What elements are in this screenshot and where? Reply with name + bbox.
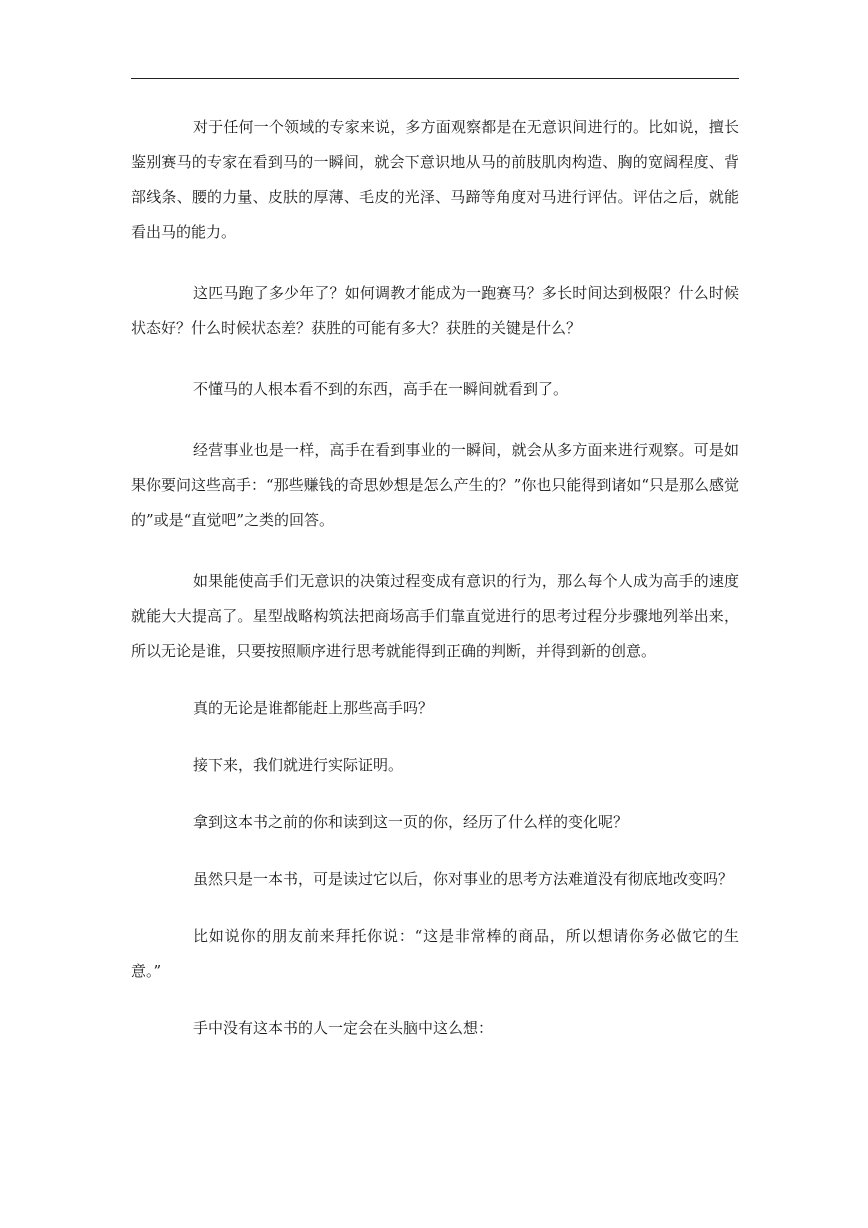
paragraph: 经营事业也是一样，高手在看到事业的一瞬间，就会从多方面来进行观察。可是如果你要问这些高手：“那些赚钱的奇思妙想是怎么产生的？”你也只能得到诸如“只是那么感觉的”或是“直觉吧”之类的回答。 xyxy=(131,441,740,529)
paragraph: 对于任何一个领域的专家来说，多方面观察都是在无意识间进行的。比如说，擅长鉴别赛马的专家在看到马的一瞬间，就会下意识地从马的前肢肌肉构造、胸的宽阔程度、背部线条、腰的力量、皮肤的厚薄、毛皮的光泽、马蹄等角度对马进行评估。评估之后，就能看出马的能力。 xyxy=(131,118,739,241)
paragraph: 不懂马的人根本看不到的东西，高手在一瞬间就看到了。 xyxy=(193,380,569,398)
document-body xyxy=(131,110,739,1046)
paragraph: 比如说你的朋友前来拜托你说：“这是非常棒的商品，所以想请你务必做它的生意。” xyxy=(131,927,739,980)
paragraph: 如果能使高手们无意识的决策过程变成有意识的行为，那么每个人成为高手的速度就能大大提高了。星型战略构筑法把商场高手们靠直觉进行的思考过程分步骤地列举出来，所以无论是谁，只要按照顺序进行思考就能得到正确的判断，并得到新的创意。 xyxy=(131,572,739,660)
header-rule xyxy=(131,78,739,79)
paragraph: 虽然只是一本书，可是读过它以后，你对事业的思考方法难道没有彻底地改变吗？ xyxy=(193,870,734,888)
paragraph: 这匹马跑了多少年了？如何调教才能成为一跑赛马？多长时间达到极限？什么时候状态好？什么时候状态差？获胜的可能有多大？获胜的关键是什么？ xyxy=(131,284,739,337)
paragraph: 接下来，我们就进行实际证明。 xyxy=(193,756,404,774)
paragraph: 拿到这本书之前的你和读到这一页的你，经历了什么样的变化呢？ xyxy=(193,813,629,831)
paragraph: 真的无论是谁都能赶上那些高手吗？ xyxy=(193,699,434,717)
paragraph: 手中没有这本书的人一定会在头脑中这么想： xyxy=(193,1019,494,1037)
